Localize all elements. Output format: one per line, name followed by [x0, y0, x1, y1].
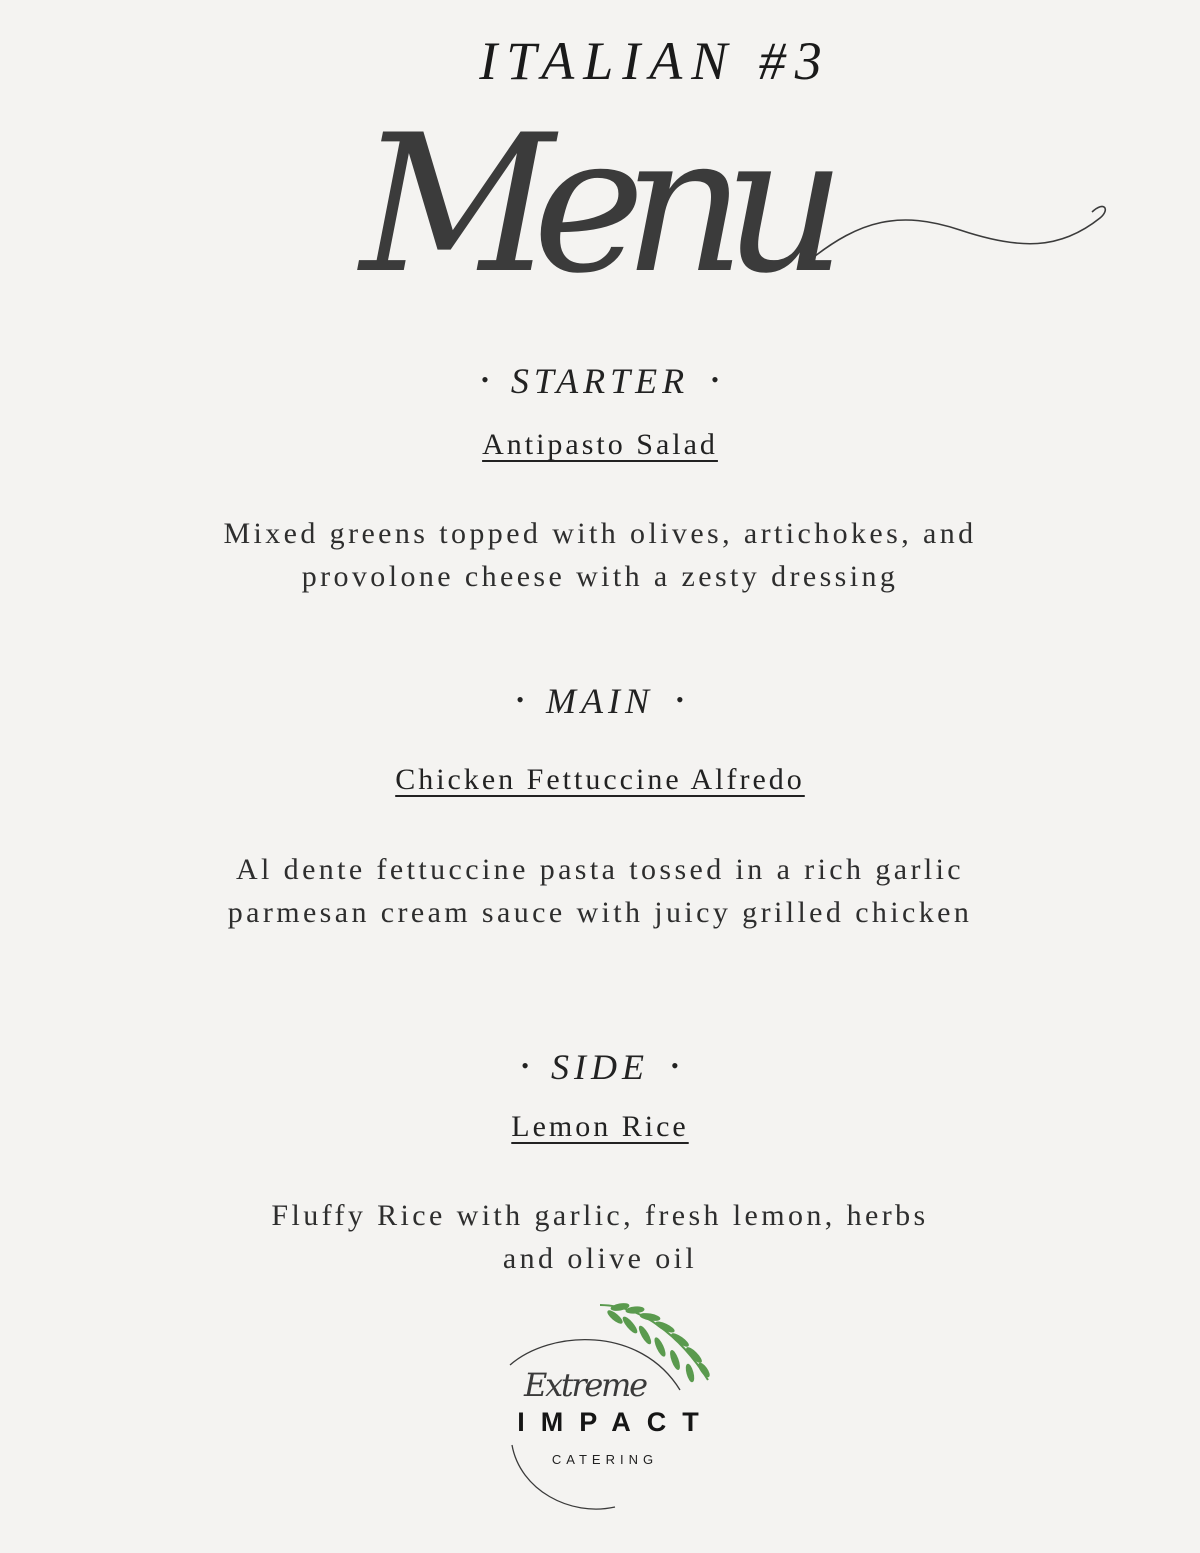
- menu-script-title: [340, 100, 1120, 300]
- bullet-right: •: [675, 687, 684, 712]
- dish-description-main: [0, 848, 1200, 934]
- dish-description-side: [0, 1194, 1200, 1280]
- menu-title-swash: [810, 206, 1105, 260]
- section-heading-side: [0, 1046, 1200, 1088]
- dish-name-starter: Antipasto Salad: [482, 428, 718, 461]
- dish-name-side: Lemon Rice: [511, 1110, 689, 1143]
- section-heading-label: SIDE: [551, 1047, 649, 1087]
- section-heading-label: STARTER: [510, 361, 690, 401]
- section-heading-label: MAIN: [546, 681, 654, 721]
- description-line: and olive oil: [502, 1242, 698, 1275]
- dish-name-main: Chicken Fettuccine Alfredo: [395, 763, 805, 796]
- dish-description-starter: [0, 512, 1200, 598]
- bullet-right: •: [670, 1053, 679, 1078]
- bullet-right: •: [711, 367, 719, 392]
- menu-title-text: Menu: [360, 100, 840, 300]
- menu-subtitle: ITALIAN #3: [479, 31, 831, 91]
- bullet-left: •: [516, 687, 524, 712]
- description-line: parmesan cream sauce with juicy grilled chicken: [227, 896, 973, 929]
- description-line: Al dente fettuccine pasta tossed in a rich garlic: [235, 853, 965, 886]
- section-heading-main: [0, 680, 1200, 722]
- logo-main-text: IMPACT: [517, 1407, 715, 1437]
- logo-script-wordmark: [520, 1358, 660, 1408]
- description-line: provolone cheese with a zesty dressing: [301, 560, 899, 593]
- section-heading-starter: [0, 360, 1200, 402]
- logo-script-text: Extreme: [524, 1366, 648, 1404]
- description-line: Fluffy Rice with garlic, fresh lemon, herbs: [271, 1199, 929, 1232]
- bullet-left: •: [521, 1053, 529, 1078]
- logo-sub-text: CATERING: [551, 1452, 659, 1467]
- description-line: Mixed greens topped with olives, artichokes, and: [223, 517, 977, 550]
- bullet-left: •: [481, 367, 489, 392]
